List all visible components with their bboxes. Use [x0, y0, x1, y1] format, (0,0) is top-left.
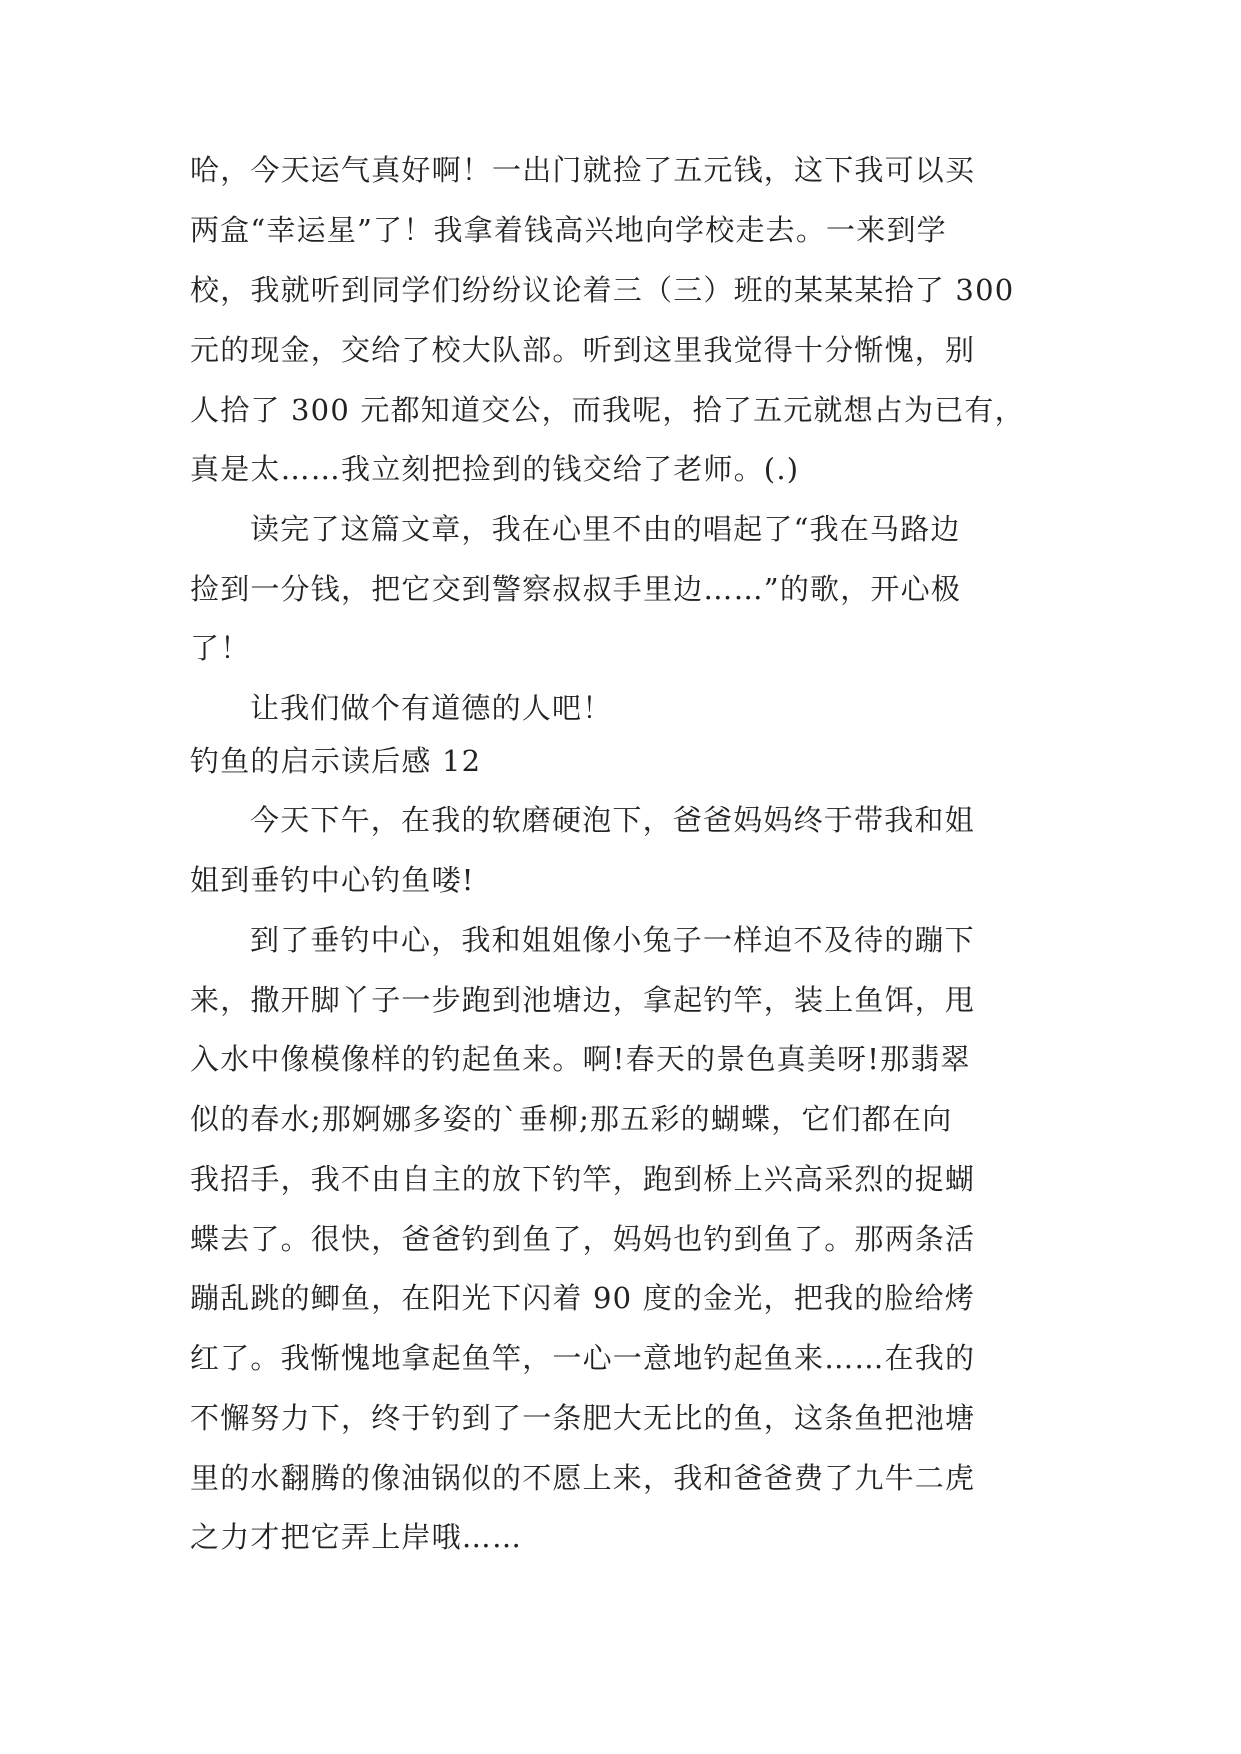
text-line: 到了垂钓中心，我和姐姐像小兔子一样迫不及待的蹦下 — [250, 923, 975, 957]
text-line: 读完了这篇文章，我在心里不由的唱起了“我在马路边 — [250, 512, 961, 546]
text-line: 我招手，我不由自主的放下钓竿，跑到桥上兴高采烈的捉蝴 — [190, 1162, 976, 1196]
text-line: 捡到一分钱，把它交到警察叔叔手里边……”的歌，开心极 — [190, 572, 962, 606]
text-line: 之力才把它弄上岸哦…… — [190, 1520, 523, 1554]
text-line: 了！ — [190, 631, 251, 665]
text-line: 让我们做个有道德的人吧！ — [250, 691, 613, 725]
text-line: 真是太……我立刻把捡到的钱交给了老师。(.) — [190, 452, 800, 486]
text-line: 哈，今天运气真好啊！一出门就捡了五元钱，这下我可以买 — [190, 153, 976, 187]
text-line: 姐到垂钓中心钓鱼喽! — [190, 863, 475, 897]
text-line: 校，我就听到同学们纷纷议论着三（三）班的某某某拾了 300 — [190, 273, 1015, 307]
text-line: 人拾了 300 元都知道交公，而我呢，拾了五元就想占为已有， — [190, 393, 1025, 427]
section-heading: 钓鱼的启示读后感 12 — [190, 744, 482, 778]
text-line: 今天下午，在我的软磨硬泡下，爸爸妈妈终于带我和姐 — [250, 803, 975, 837]
text-line: 两盒“幸运星”了！我拿着钱高兴地向学校走去。一来到学 — [190, 213, 947, 247]
text-line: 蹦乱跳的鲫鱼，在阳光下闪着 90 度的金光，把我的脸给烤 — [190, 1281, 975, 1315]
text-line: 里的水翻腾的像油锅似的不愿上来，我和爸爸费了九牛二虎 — [190, 1461, 976, 1495]
text-line: 似的春水;那婀娜多姿的`垂柳;那五彩的蝴蝶，它们都在向 — [190, 1102, 953, 1136]
text-line: 蝶去了。很快，爸爸钓到鱼了，妈妈也钓到鱼了。那两条活 — [190, 1222, 976, 1256]
text-line: 来，撒开脚丫子一步跑到池塘边，拿起钓竿，装上鱼饵，甩 — [190, 983, 976, 1017]
text-line: 红了。我惭愧地拿起鱼竿，一心一意地钓起鱼来……在我的 — [190, 1341, 976, 1375]
text-line: 元的现金，交给了校大队部。听到这里我觉得十分惭愧，别 — [190, 333, 976, 367]
text-line: 入水中像模像样的钓起鱼来。啊!春天的景色真美呀!那翡翠 — [190, 1042, 971, 1076]
text-line: 不懈努力下，终于钓到了一条肥大无比的鱼，这条鱼把池塘 — [190, 1401, 976, 1435]
